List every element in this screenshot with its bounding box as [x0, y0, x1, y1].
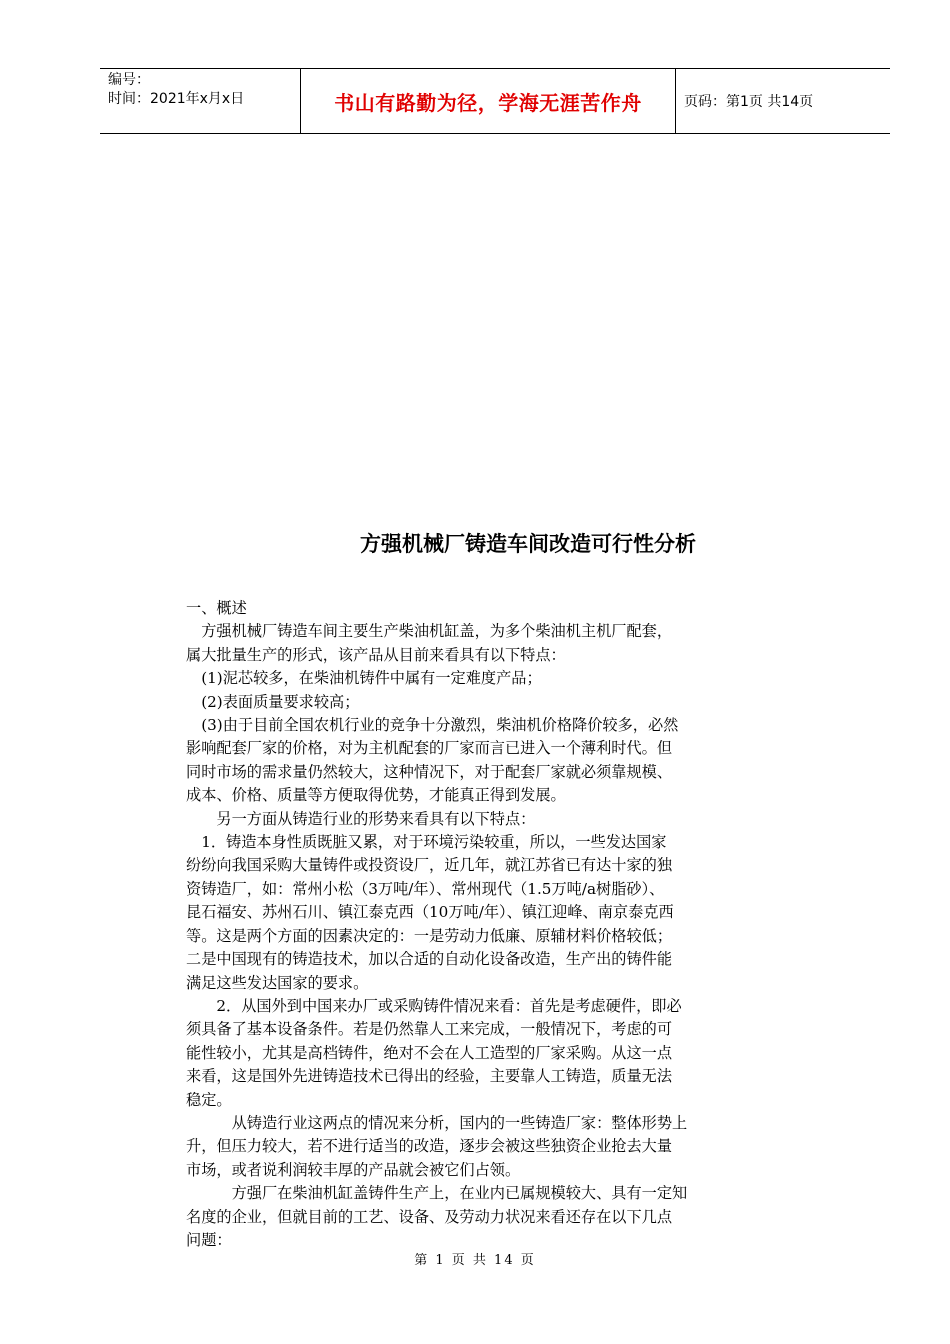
body-line: 一、概述	[186, 599, 247, 617]
page-header	[100, 68, 890, 134]
body-line: 二是中国现有的铸造技术，加以合适的自动化设备改造，生产出的铸件能	[186, 950, 672, 969]
body-line: 方强机械厂铸造车间主要生产柴油机缸盖，为多个柴油机主机厂配套，	[186, 622, 672, 641]
body-line: 另一方面从铸造行业的形势来看具有以下特点：	[186, 809, 536, 828]
body-line: 影响配套厂家的价格，对为主机配套的厂家而言已进入一个薄利时代。但	[186, 739, 672, 758]
body-line: 2．从国外到中国来办厂或采购铸件情况来看：首先是考虑硬件，即必	[186, 996, 682, 1015]
body-line: (2)表面质量要求较高；	[186, 692, 360, 711]
document-body	[186, 597, 806, 1252]
body-line: 问题：	[186, 1230, 232, 1249]
page-footer: 第 1 页 共 14 页	[414, 1253, 536, 1268]
body-line: 方强厂在柴油机缸盖铸件生产上，在业内已属规模较大、具有一定知	[186, 1184, 688, 1203]
body-line: 1．铸造本身性质既脏又累，对于环境污染较重，所以，一些发达国家	[186, 833, 667, 852]
body-line: 能性较小，尤其是高档铸件，绝对不会在人工造型的厂家采购。从这一点	[186, 1043, 672, 1062]
body-line: 市场，或者说利润较丰厚的产品就会被它们占领。	[186, 1160, 521, 1179]
body-line: 稳定。	[186, 1090, 232, 1109]
body-line: 等。这是两个方面的因素决定的：一是劳动力低廉、原辅材料价格较低；	[186, 926, 672, 945]
body-line: 来看，这是国外先进铸造技术已得出的经验，主要靠人工铸造，质量无法	[186, 1067, 672, 1086]
header-page-info: 页码：第1页 共14页	[684, 94, 814, 110]
body-line: (3)由于目前全国农机行业的竞争十分激烈，柴油机价格降价较多，必然	[186, 716, 679, 735]
body-line: 纷纷向我国采购大量铸件或投资设厂，近几年，就江苏省已有达十家的独	[186, 856, 672, 875]
document-number-label: 编号：	[108, 72, 150, 88]
body-line: 昆石福安、苏州石川、镇江泰克西（10万吨/年）、镇江迎峰、南京泰克西	[186, 903, 674, 922]
body-line: 须具备了基本设备条件。若是仍然靠人工来完成，一般情况下，考虑的可	[186, 1020, 672, 1039]
body-line: 升，但压力较大，若不进行适当的改造，逐步会被这些独资企业抢去大量	[186, 1137, 672, 1156]
header-motto: 书山有路勤为径，学海无涯苦作舟	[301, 69, 676, 133]
body-line: 同时市场的需求量仍然较大，这种情况下，对于配套厂家就必须靠规模、	[186, 762, 672, 781]
body-line: 满足这些发达国家的要求。	[186, 973, 369, 992]
body-line: 资铸造厂，如：常州小松（3万吨/年）、常州现代（1.5万吨/a树脂砂）、	[186, 879, 665, 898]
body-line: 成本、价格、质量等方便取得优势，才能真正得到发展。	[186, 786, 566, 805]
body-line: 属大批量生产的形式，该产品从目前来看具有以下特点：	[186, 645, 566, 664]
body-line: 从铸造行业这两点的情况来分析，国内的一些铸造厂家：整体形势上	[186, 1113, 688, 1132]
body-line: 名度的企业，但就目前的工艺、设备、及劳动力状况来看还存在以下几点	[186, 1207, 672, 1226]
body-line: (1)泥芯较多，在柴油机铸件中属有一定难度产品；	[186, 669, 542, 688]
header-meta	[100, 69, 301, 133]
document-date: 时间：2021年x月x日	[108, 91, 245, 107]
document-title: 方强机械厂铸造车间改造可行性分析	[360, 532, 696, 556]
